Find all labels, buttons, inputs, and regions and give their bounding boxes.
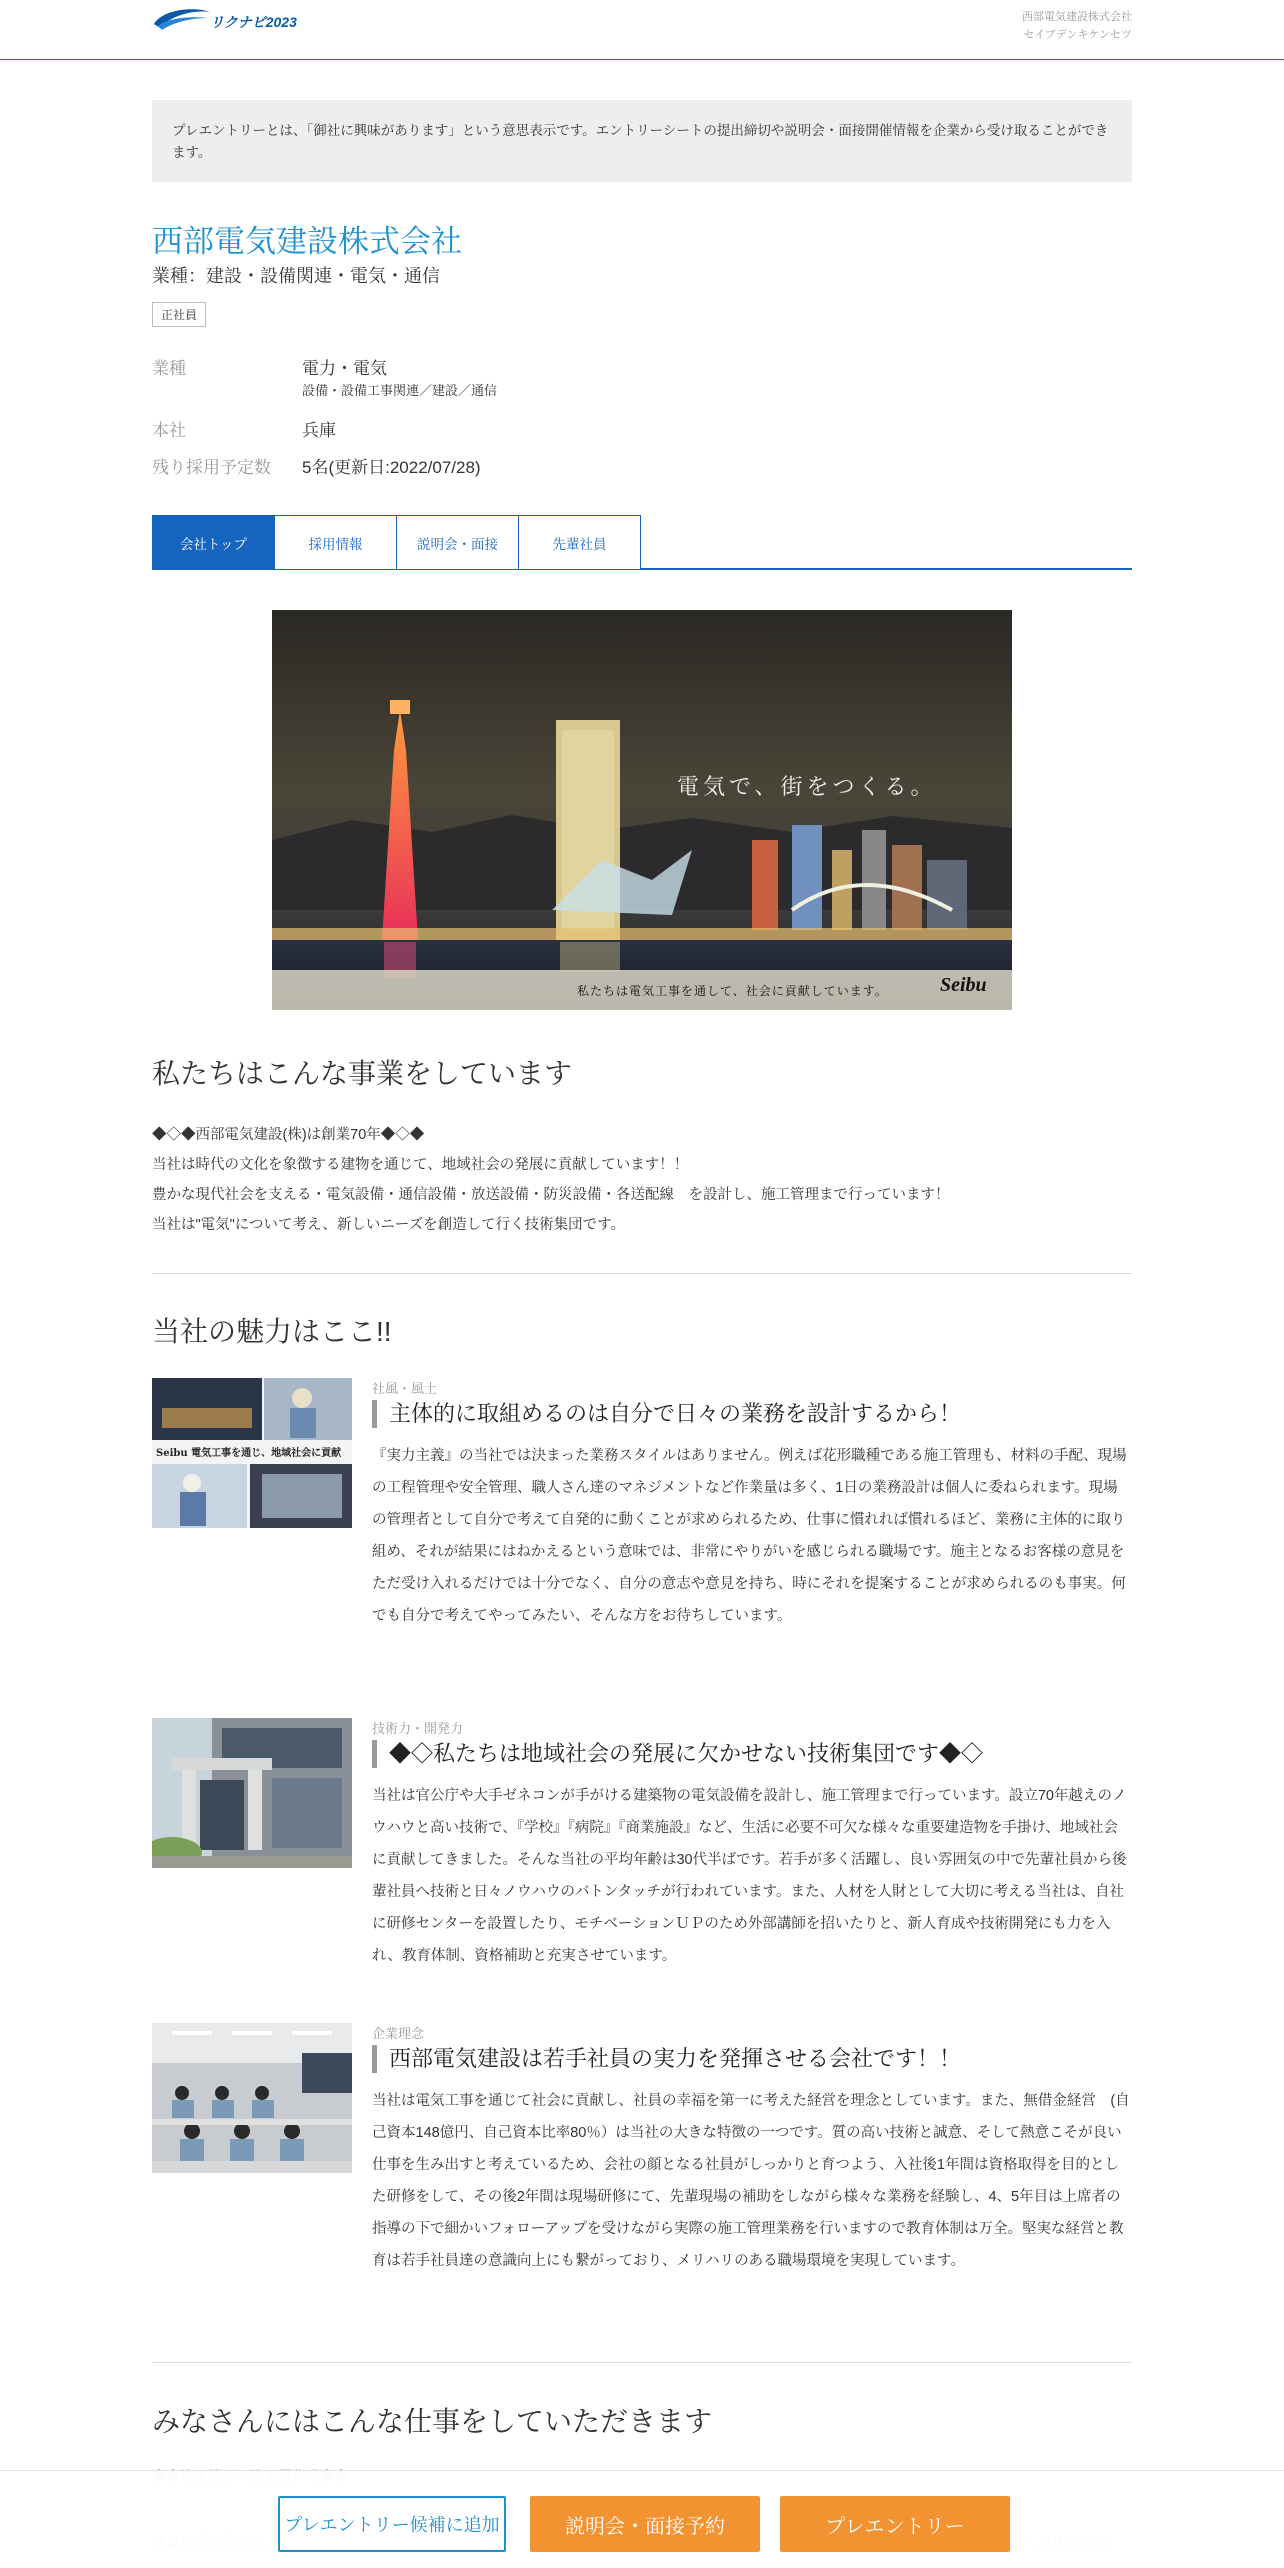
charm-body-2: 当社は官公庁や大手ゼネコンが手がける建築物の電気設備を設計し、施工管理まで行っています。設立70年越えのノウハウと高い技術で、『学校』『病院』『商業施設』など、生活に必要不可欠な様々な重要建造物を手掛け、地域社会に貢献してきました。そんな当社の平均年齢は30代半ばです。若手が多く活躍し、良い雰囲気の中で先輩社員から後輩社員へ技術と日々ノウハウのバトンタッチが行われています。また、人材を人財として大切に考える当社は、自社に研修センターを設置したり、モチベーションＵＰのため外部講師を招いたりと、新人育成や技術開発にも力を入れ、教育体制、資格補助と充実させています。 [372, 1788, 1127, 1964]
divider [152, 2362, 1132, 2363]
header-company-kana: セイブデンキケンセツ [1023, 29, 1132, 41]
office-building-photo [152, 1718, 352, 1868]
charm-title-3: 西部電気建設は若手社員の実力を発揮させる会社です！！ [372, 2045, 961, 2073]
business-heading: 私たちはこんな事業をしています [152, 1058, 573, 1089]
kobe-night-skyline [272, 610, 1012, 1010]
business-line-2: 当社は時代の文化を象徴する建物を通じて、地域社会の発展に貢献しています！！ [152, 1157, 689, 1173]
training-room-photo [152, 2023, 352, 2173]
employment-badge: 正社員 [152, 302, 206, 327]
tab-seminar[interactable]: 説明会・面接 [396, 515, 519, 569]
tab-company-top[interactable]: 会社トップ [152, 515, 275, 569]
company-tabs [152, 515, 1132, 570]
company-name: 西部電気建設株式会社 [152, 224, 462, 259]
preentry-button[interactable]: プレエントリー [780, 2496, 1010, 2552]
industry-sub: 設備・設備工事関連／建設／通信 [302, 383, 498, 398]
charm-category-3: 企業理念 [372, 2026, 425, 2041]
hero-image [272, 610, 1012, 1010]
header-company [1022, 8, 1132, 44]
charm-image-1 [152, 1378, 352, 1528]
charm-category-2: 技術力・開発力 [372, 1721, 464, 1736]
charm-image-3 [152, 2023, 352, 2173]
business-text [152, 1120, 1132, 1240]
logo-swoosh-icon [152, 6, 212, 32]
industry-line: 業種：建設・設備関連・電気・通信 [152, 266, 440, 286]
industry-label: 業種 [152, 359, 186, 378]
charm-title-1: 主体的に取組めるのは自分で日々の業務を設計するから！ [372, 1400, 961, 1428]
tab-recruit-info[interactable]: 採用情報 [274, 515, 397, 569]
divider [152, 1273, 1132, 1274]
business-line-1: ◆◇◆西部電気建設(株)は創業70年◆◇◆ [152, 1127, 425, 1143]
charm-body-1: 『実力主義』の当社では決まった業務スタイルはありません。例えば花形職種である施工管理も、材料の手配、現場の工程管理や安全管理、職人さん達のマネジメントなど作業量は多く、1日の業務設計は個人に委ねられます。現場の管理者として自分で考えて自発的に動くことが求められるため、仕事に慣れれば慣れるほど、業務に主体的に取り組め、それが結果にはねかえるという意味では、非常にやりがいを感じられる職場です。施主となるお客様の意見をただ受け入れるだけでは十分でなく、自分の意志や意見を持ち、時にそれを提案することが求められるのも事実。何でも自分で考えてやってみたい、そんな方をお待ちしています。 [372, 1448, 1127, 1624]
logo-text: リクナビ2023 [210, 14, 297, 30]
header-company-name: 西部電気建設株式会社 [1022, 11, 1132, 23]
charm-image-2 [152, 1718, 352, 1868]
seminar-reserve-button[interactable]: 説明会・面接予約 [530, 2496, 760, 2552]
hero-brand: Seibu [940, 974, 987, 996]
charm-item-2 [152, 1718, 1132, 1998]
charm-image-1-brand: Seibu [156, 1448, 188, 1459]
openings-value: 5名(更新日:2022/07/28) [302, 458, 481, 477]
charm-title-2: ◆◇私たちは地域社会の発展に欠かせない技術集団です◆◇ [372, 1740, 983, 1768]
hq-label: 本社 [152, 421, 186, 440]
charm-category-1: 社風・風土 [372, 1381, 438, 1396]
openings-label: 残り採用予定数 [152, 458, 271, 477]
add-candidate-button[interactable]: プレエントリー候補に追加 [278, 2496, 506, 2552]
hero-copy: 電気で、街をつくる。 [677, 775, 937, 800]
charm-item-1 [152, 1378, 1132, 1678]
tab-senior-staff[interactable]: 先輩社員 [518, 515, 641, 569]
hq-value: 兵庫 [302, 421, 336, 440]
work-heading: みなさんにはこんな仕事をしていただきます [152, 2406, 713, 2437]
charm-body-3: 当社は電気工事を通じて社会に貢献し、社員の幸福を第一に考えた経営を理念としています。また、無借金経営 (自己資本148億円、自己資本比率80％）は当社の大きな特徴の一つです。質の高い技術と誠意、そして熱意こそが良い仕事を生み出すと考えているため、会社の顔となる社員がしっかりと育つよう、入社後1年間は資格取得を目的とした研修をして、その後2年間は現場研修にて、先輩現場の補助をしながら様々な業務を経験し、4、5年目は上席者の指導の下で細かいフォローアップを受けながら実際の施工管理業務を行いますので教育体制は万全。堅実な経営と教育は若手社員達の意識向上にも繋がっており、メリハリのある職場環境を実現しています。 [372, 2093, 1130, 2269]
site-header [0, 0, 1284, 60]
bottom-action-bar [0, 2470, 1284, 2568]
hero-footer: 私たちは電気工事を通して、社会に貢献しています。 [577, 984, 888, 998]
rikunabi-logo[interactable] [152, 6, 302, 34]
charm-image-1-caption: 電気工事を通じ、地域社会に貢献 [191, 1448, 342, 1459]
business-line-3: 豊かな現代社会を支える・電気設備・通信設備・放送設備・防災設備・各送配線 を設計し、施工管理まで行っています！ [152, 1187, 950, 1203]
charm-item-3 [152, 2023, 1132, 2343]
preentry-notice: プレエントリーとは、「御社に興味があります」という意思表示です。エントリーシートの提出締切や説明会・面接開催情報を企業から受け取ることができます。 [152, 100, 1132, 182]
industry-value: 電力・電気 [302, 359, 387, 378]
business-line-4: 当社は"電気"について考え、新しいニーズを創造して行く技術集団です。 [152, 1217, 625, 1233]
charm-heading: 当社の魅力はここ!! [152, 1316, 392, 1347]
